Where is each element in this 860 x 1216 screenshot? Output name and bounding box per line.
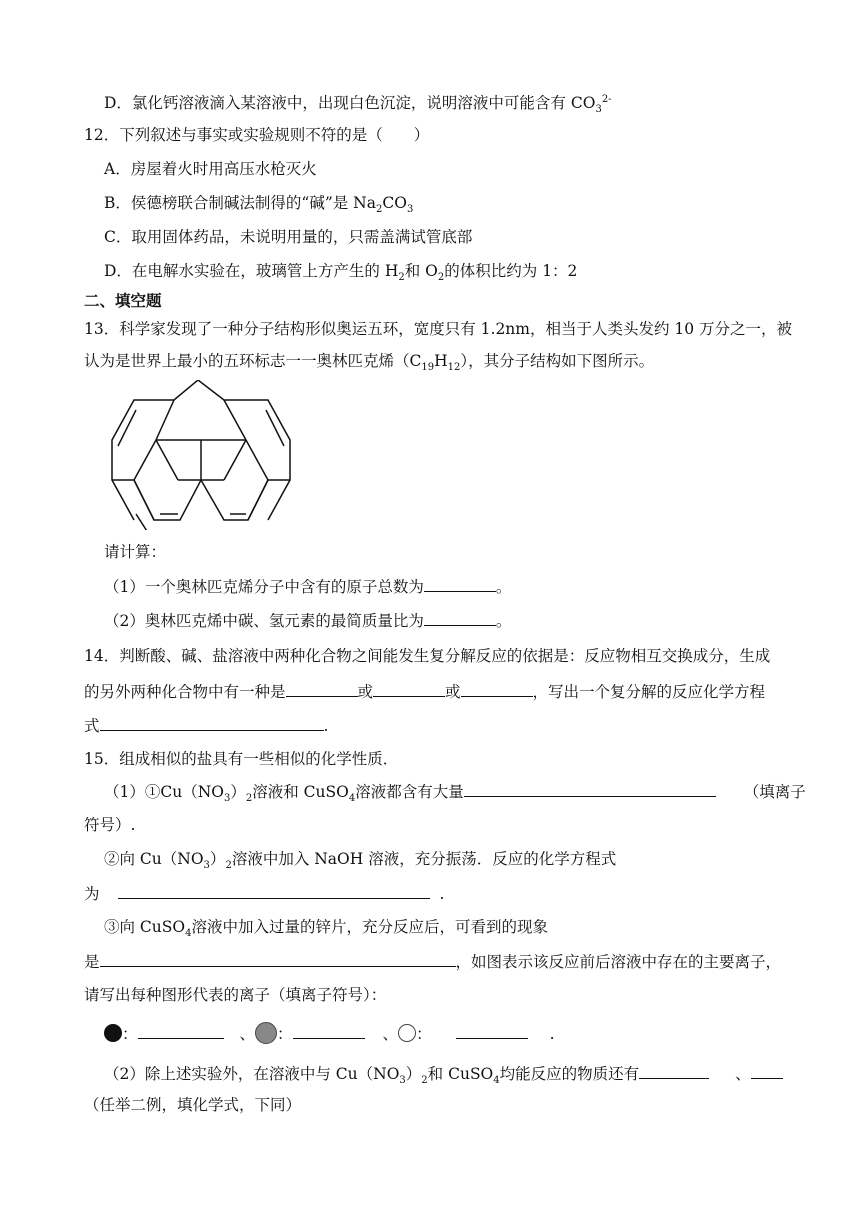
q13-line1: 13．科学家发现了一种分子结构形似奥运五环，宽度只有 1.2nm，相当于人类头发约 10 万分之一，被 bbox=[84, 320, 793, 338]
q15-part3-line3: 请写出每种图形代表的离子（填离子符号）： bbox=[84, 986, 387, 1004]
answer-blank[interactable] bbox=[100, 950, 456, 967]
white-circle-icon bbox=[398, 1024, 416, 1042]
answer-blank[interactable] bbox=[138, 1022, 224, 1039]
q11-option-d: D．氯化钙溶液滴入某溶液中，出现白色沉淀，说明溶液中可能含有 $CO_3^{2-}$ bbox=[104, 93, 612, 116]
q15-part1-line2: 符号）. bbox=[84, 816, 136, 834]
q13-part1: （1）一个奥林匹克烯分子中含有的原子总数为 。 bbox=[104, 575, 511, 598]
q15-part1: $(1)①Cu(NO_3)_2$溶液和 CuSO$_4$溶液都含有大量 （填离子 bbox=[104, 780, 806, 803]
q12-option-b: B．侯德榜联合制碱法制得的“碱”是 $Na_2CO_3$ bbox=[104, 194, 414, 216]
answer-blank[interactable] bbox=[286, 680, 358, 697]
q13-line2: 认为是世界上最小的五环标志一一奥林匹克烯$(C_{19}H_{12})$，其分子结构如下图所示。 bbox=[84, 352, 655, 374]
q15-question2-line2: （任举二例，填化学式，下同） bbox=[84, 1096, 302, 1114]
q15-part2: ②向 $Cu(NO_3)_2$溶液中加入 NaOH 溶液，充分振荡．反应的化学方程式 bbox=[104, 850, 617, 872]
q15-part3-line2: 是 ，如图表示该反应前后溶液中存在的主要离子， bbox=[84, 950, 781, 973]
q13-part2: （2）奥林匹克烯中碳、氢元素的最简质量比为 。 bbox=[104, 609, 511, 632]
answer-blank[interactable] bbox=[118, 882, 430, 899]
q15-question2: （2）除上述实验外，在溶液中与 $Cu(NO_3)_2$和 CuSO$_4$均能反应的物质还有 、 bbox=[104, 1062, 783, 1085]
ion-legend: ： 、 ： 、 ： . bbox=[104, 1022, 555, 1045]
q15-part2-line2: 为 . bbox=[84, 882, 444, 905]
answer-blank[interactable] bbox=[424, 575, 496, 592]
q12-stem: 12．下列叙述与事实或实验规则不符的是（ ） bbox=[84, 126, 430, 144]
gray-circle-icon bbox=[255, 1022, 277, 1044]
answer-blank[interactable] bbox=[751, 1062, 783, 1079]
q14-line3: 式 . bbox=[84, 714, 328, 737]
answer-blank[interactable] bbox=[464, 780, 716, 797]
q15-stem: 15．组成相似的盐具有一些相似的化学性质． bbox=[84, 750, 399, 768]
answer-blank[interactable] bbox=[424, 609, 496, 626]
q12-option-d: D．在电解水实验在，玻璃管上方产生的 $H_2$和 $O_2$的体积比约为 1：2 bbox=[104, 262, 578, 284]
q12-option-a: A．房屋着火时用高压水枪灭火 bbox=[104, 160, 317, 178]
olympicene-structure-diagram bbox=[104, 380, 299, 530]
q15-part3: ③向 CuSO$_4$溶液中加入过量的锌片，充分反应后，可看到的现象 bbox=[104, 918, 548, 940]
answer-blank[interactable] bbox=[456, 1022, 528, 1039]
answer-blank[interactable] bbox=[100, 714, 324, 731]
q14-line2: 的另外两种化合物中有一种是 或 或 ，写出一个复分解的反应化学方程 bbox=[84, 680, 765, 703]
answer-blank[interactable] bbox=[373, 680, 445, 697]
q14-line1: 14．判断酸、碱、盐溶液中两种化合物之间能发生复分解反应的依据是：反应物相互交换成分，生成 bbox=[84, 647, 771, 665]
black-circle-icon bbox=[104, 1024, 122, 1042]
q13-calc: 请计算： bbox=[104, 543, 167, 561]
answer-blank[interactable] bbox=[293, 1022, 365, 1039]
section-heading: 二、填空题 bbox=[84, 292, 162, 310]
q12-option-c: C．取用固体药品，未说明用量的，只需盖满试管底部 bbox=[104, 228, 473, 246]
answer-blank[interactable] bbox=[461, 680, 533, 697]
answer-blank[interactable] bbox=[639, 1062, 709, 1079]
